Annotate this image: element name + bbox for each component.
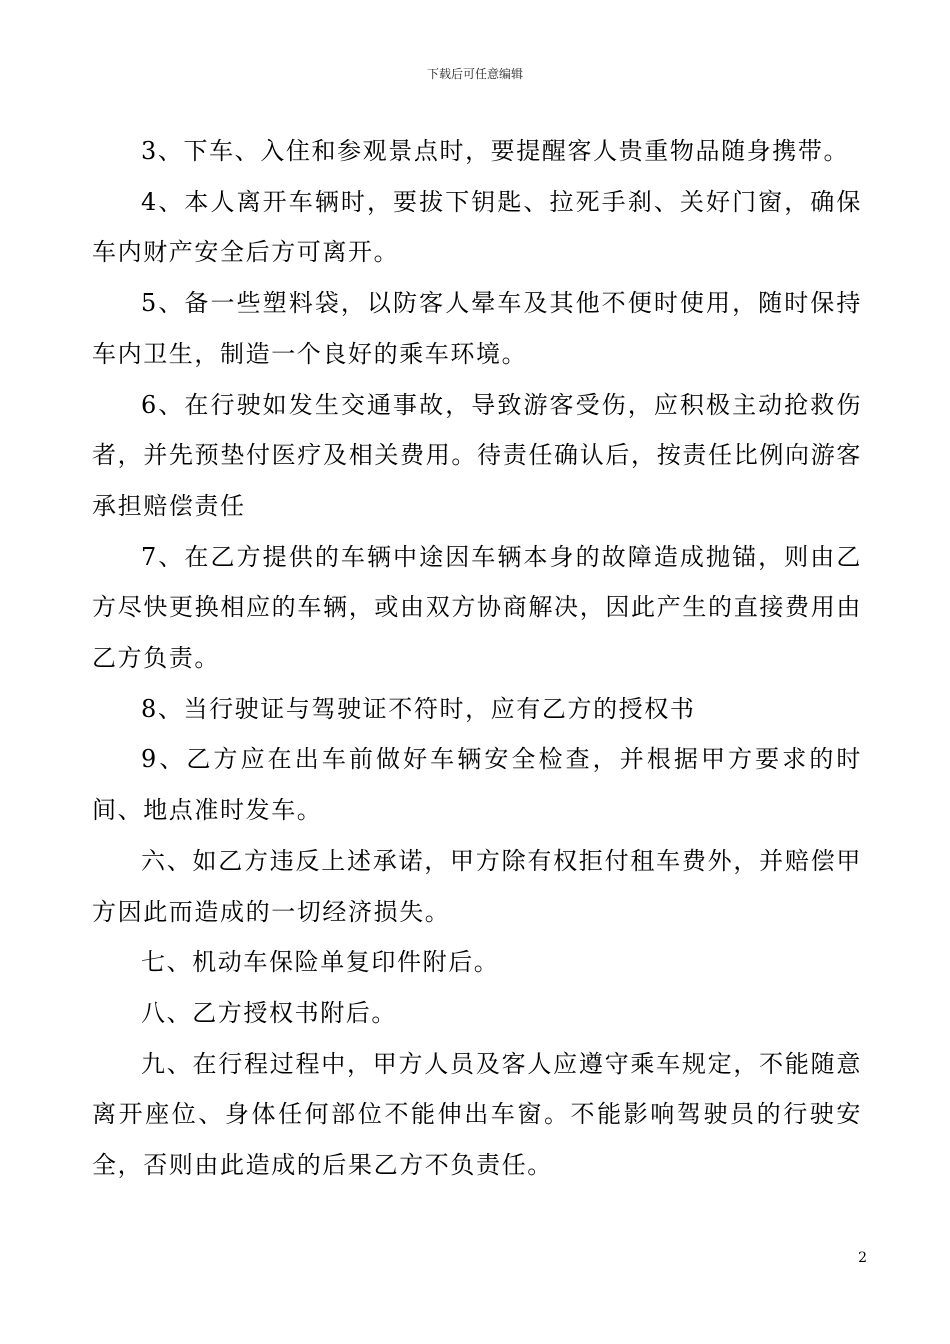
paragraph-item-5: 5、备一些塑料袋，以防客人晕车及其他不便时使用，随时保持车内卫生，制造一个良好的乘车环境。 <box>92 289 862 368</box>
paragraph-item-3: 3、下车、入住和参观景点时，要提醒客人贵重物品随身携带。 <box>141 137 850 165</box>
paragraph-item-6: 6、在行驶如发生交通事故，导致游客受伤，应积极主动抢救伤者，并先预垫付医疗及相关费用。待责任确认后，按责任比例向游客承担赔偿责任 <box>92 390 862 520</box>
paragraph-item-7: 7、在乙方提供的车辆中途因车辆本身的故障造成抛锚，则由乙方尽快更换相应的车辆，或由双方协商解决，因此产生的直接费用由乙方负责。 <box>92 542 862 673</box>
paragraph-item-9: 9、乙方应在出车前做好车辆安全检查，并根据甲方要求的时间、地点准时发车。 <box>92 745 862 825</box>
page-header: 下载后可任意编辑 <box>426 67 523 81</box>
paragraph-item-4: 4、本人离开车辆时，要拔下钥匙、拉死手刹、关好门窗，确保车内财产安全后方可离开。 <box>92 187 862 267</box>
paragraph-clause-8: 八、乙方授权书附后。 <box>141 998 397 1027</box>
page-number: 2 <box>858 1250 867 1266</box>
paragraph-clause-6: 六、如乙方违反上述承诺，甲方除有权拒付租车费外，并赔偿甲方因此而造成的一切经济损失。 <box>92 846 862 926</box>
paragraph-clause-9: 九、在行程过程中，甲方人员及客人应遵守乘车规定，不能随意离开座位、身体任何部位不能伸出车窗。不能影响驾驶员的行驶安全，否则由此造成的后果乙方不负责任。 <box>92 1049 862 1180</box>
paragraph-clause-7: 七、机动车保险单复印件附后。 <box>141 948 500 977</box>
paragraph-item-8: 8、当行驶证与驾驶证不符时，应有乙方的授权书 <box>141 694 696 723</box>
document-body <box>92 126 862 1191</box>
